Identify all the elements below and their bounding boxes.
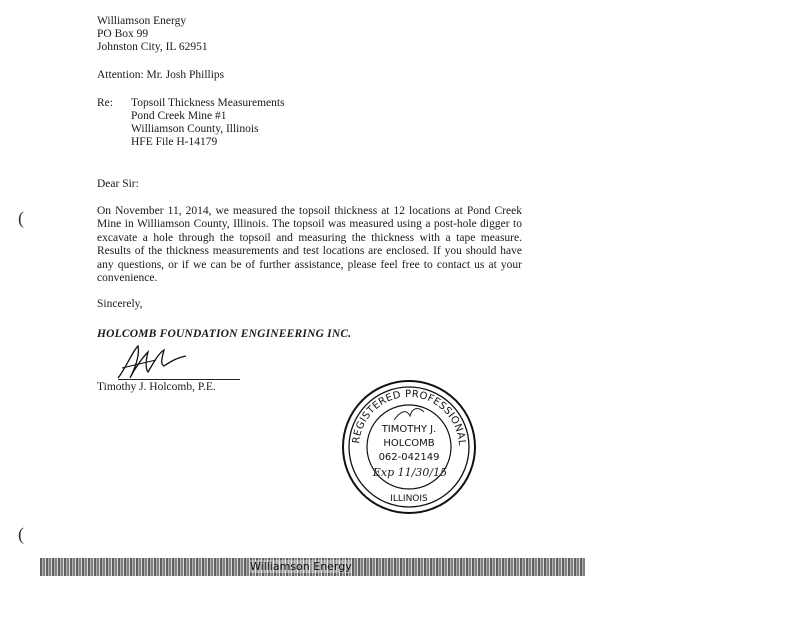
signer-name: Timothy J. Holcomb, P.E. [97,381,216,393]
seal-expiry: Exp 11/30/15 [372,466,448,479]
re-label: Re: [97,97,113,109]
seal-name-2: HOLCOMB [383,438,435,449]
seal-ring-text: REGISTERED PROFESSIONAL [351,388,468,447]
re-line-1: Topsoil Thickness Measurements [131,97,285,109]
recipient-po-box: PO Box 99 [97,28,149,40]
seal-name-1: TIMOTHY J. [381,424,437,435]
scan-mark-left-bottom: ( [18,524,24,544]
attention-line: Attention: Mr. Josh Phillips [97,69,225,81]
signature-image [112,338,192,384]
seal-state: ILLINOIS [390,494,428,504]
engineer-seal [340,378,478,516]
scan-footer-text: Williamson Energy [250,560,352,573]
salutation: Dear Sir: [97,178,139,190]
recipient-company: Williamson Energy [97,15,187,27]
signature-line [118,379,240,380]
re-line-2: Pond Creek Mine #1 [131,110,227,122]
recipient-city: Johnston City, IL 62951 [97,41,208,53]
scan-mark-left-top: ( [18,208,24,228]
closing: Sincerely, [97,298,143,310]
body-paragraph: On November 11, 2014, we measured the topsoil thickness at 12 locations at Pond Creek Mine in Williamson County, Illinois. The topsoil was measured using a post-hole digger to excavate a hole through the topsoil and measuring the thickness with a tape measure. Results of the thickness measurements and test locations are enclosed. If you should have any questions, or if we can be of further assistance, please feel free to contact us at your convenience. [97,205,522,285]
company-name: HOLCOMB FOUNDATION ENGINEERING INC. [97,328,352,340]
re-line-3: Williamson County, Illinois [131,123,259,135]
re-line-4: HFE File H-14179 [131,136,218,148]
seal-number: 062-042149 [378,452,440,463]
